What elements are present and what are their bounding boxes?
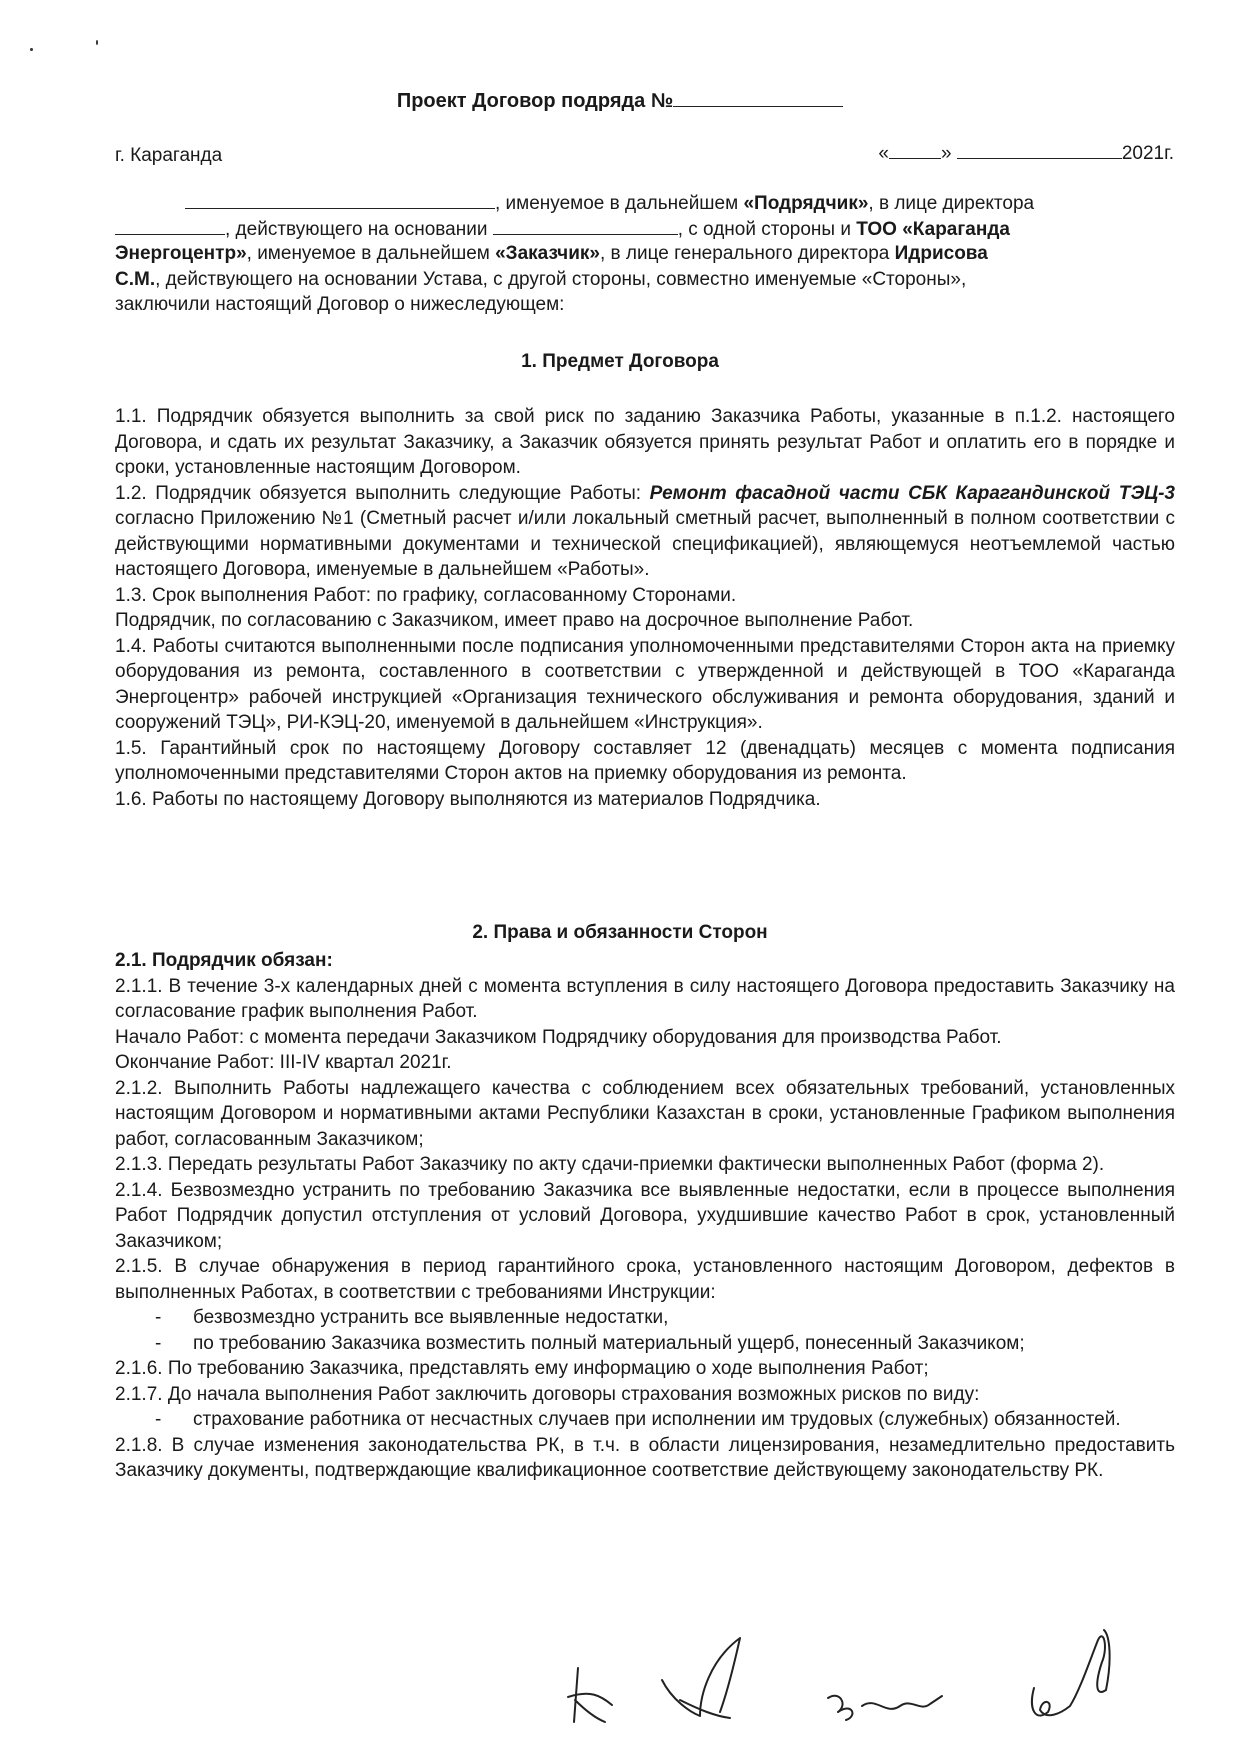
list-item-text: безвозмездно устранить все выявленные недостатки, [193,1307,669,1328]
section-1-body [115,404,1175,812]
clause-2-1-5: 2.1.5. В случае обнаружения в период гарантийного срока, установленного настоящим Договором, дефектов в выполненных Работах, в соответствии с требованиями Инструкции: [115,1256,1175,1303]
date-year: 2021г. [1121,143,1174,164]
clause-text: согласно Приложению №1 (Сметный расчет и/или локальный сметный расчет, выполненный в полном соответствии с действующими нормативными документами и технической спецификацией), являющемуся неотъемлемой частью настоящего Договора, именуемые в дальнейшем «Работы». [115,508,1175,580]
preamble-customer-term: «Заказчик» [495,243,600,264]
preamble-contractor-term: «Подрядчик» [743,193,869,214]
list-dash: - [155,1307,162,1328]
basis-blank [493,216,678,235]
clause-2-1-6: 2.1.6. По требованию Заказчика, представлять ему информацию о ходе выполнения Работ; [115,1358,929,1379]
work-start: Начало Работ: с момента передачи Заказчиком Подрядчику оборудования для производства Работ. [115,1026,1002,1048]
subsection-2-1: 2.1. Подрядчик обязан: [115,950,333,971]
day-blank [889,140,941,159]
preamble-text: , в лице генерального директора [599,243,895,264]
contractor-name-blank [185,190,495,209]
clause-1-3: 1.3. Срок выполнения Работ: по графику, согласованному Сторонами. [115,584,737,606]
date-quote-open: « [878,143,889,164]
contract-date [878,140,1174,167]
director-name: Идрисова [894,243,988,264]
preamble-line [115,216,1175,242]
clause-1-4: 1.4. Работы считаются выполненными после подписания уполномоченными представителями Сторон акта на приемку оборудования из ремонта, составленного в соответствии с утвержденной и действующей в ТОО «Караганда Энергоцентр» рабочей инструкцией «Организация технического обслуживания и ремонта оборудования, зданий и сооружений ТЭЦ», РИ-КЭЦ-20, именуемой в дальнейшем «Инструкция». [115,635,1175,733]
list-item-text: по требованию Заказчика возместить полный материальный ущерб, понесенный Заказчиком; [193,1332,1025,1354]
preamble-text: , именуемое в дальнейшем [246,243,496,264]
customer-org-name: ТОО «Караганда [856,218,1010,240]
preamble-line [115,190,1175,216]
customer-org-name: Энергоцентр» [115,243,247,264]
section-1-heading: 1. Предмет Договора [521,351,719,372]
list-dash: - [155,1332,162,1354]
contract-number-blank [673,88,843,107]
list-item-text: страхование работника от несчастных случаев при исполнении им трудовых (служебных) обязанностей. [193,1409,1121,1430]
preamble-line: заключили настоящий Договор о нижеследующем: [115,294,565,315]
clause-1-2 [115,481,1175,583]
clause-text: 1.2. Подрядчик обязуется выполнить следующие Работы: [115,482,650,504]
preamble-text: , с одной стороны и [677,218,857,240]
section-2-heading: 2. Права и обязанности Сторон [472,922,768,943]
clause-1-3-note: Подрядчик, по согласованию с Заказчиком, имеет право на досрочное выполнение Работ. [115,610,914,631]
list-item [115,1331,1175,1357]
date-quote-close: » [940,143,952,164]
clause-1-6: 1.6. Работы по настоящему Договору выполняются из материалов Подрядчика. [115,788,821,810]
clause-2-1-1: 2.1.1. В течение 3-х календарных дней с момента вступления в силу настоящего Договора предоставить Заказчику на согласование график выполнения Работ. [115,975,1175,1022]
city: г. Караганда [115,145,223,166]
title-text: Проект Договор подряда № [396,90,674,112]
clause-2-1-4: 2.1.4. Безвозмездно устранить по требованию Заказчика все выявленные недостатки, если в процессе выполнения Работ Подрядчик допустил отступления от условий Договора, ухудшившие качество Работ в срок, установленный Заказчиком; [115,1179,1175,1252]
preamble [115,190,1175,318]
clause-2-1-2: 2.1.2. Выполнить Работы надлежащего качества с соблюдением всех обязательных требований, установленных настоящим Договором и нормативными актами Республики Казахстан в сроки, установленные Графиком выполнения работ, согласованным Заказчиком; [115,1077,1175,1150]
clause-2-1-7: 2.1.7. До начала выполнения Работ заключить договоры страхования возможных рисков по виду: [115,1383,980,1405]
preamble-line [115,267,1175,293]
document-title [0,88,1240,115]
month-blank [957,140,1122,159]
preamble-text: , действующего на основании [225,218,488,240]
preamble-text: , именуемое в дальнейшем [495,193,744,214]
clause-2-1-8: 2.1.8. В случае изменения законодательства РК, в т.ч. в области лицензирования, незамедлительно предоставить Заказчику документы, подтверждающие квалификационное соответствие действующему законодательству РК. [115,1434,1175,1481]
work-end: Окончание Работ: III-IV квартал 2021г. [115,1052,452,1073]
clause-2-1-3: 2.1.3. Передать результаты Работ Заказчику по акту сдачи-приемки фактически выполненных Работ (форма 2). [115,1154,1105,1175]
section-2-body [115,948,1175,1484]
scan-speck [30,48,33,51]
preamble-line [115,241,1175,267]
work-subject: Ремонт фасадной части СБК Карагандинской ТЭЦ-3 [649,482,1175,504]
clause-1-1: 1.1. Подрядчик обязуется выполнить за свой риск по заданию Заказчика Работы, указанные в п.1.2. настоящего Договора, и сдать их результат Заказчику, а Заказчик обязуется принять результат Работ и оплатить его в порядке и сроки, установленные настоящим Договором. [115,406,1175,478]
list-item [115,1407,1175,1433]
clause-1-5: 1.5. Гарантийный срок по настоящему Договору составляет 12 (двенадцать) месяцев с момента подписания уполномоченными представителями Сторон актов на приемку оборудования из ремонта. [115,737,1175,784]
director-name-blank [115,216,225,235]
preamble-text: , действующего на основании Устава, с другой стороны, совместно именуемые «Стороны», [155,268,967,290]
list-item [115,1305,1175,1331]
preamble-text: , в лице директора [868,193,1035,214]
list-dash: - [155,1409,162,1430]
scan-speck [96,40,98,45]
director-initials: С.М. [115,268,156,290]
